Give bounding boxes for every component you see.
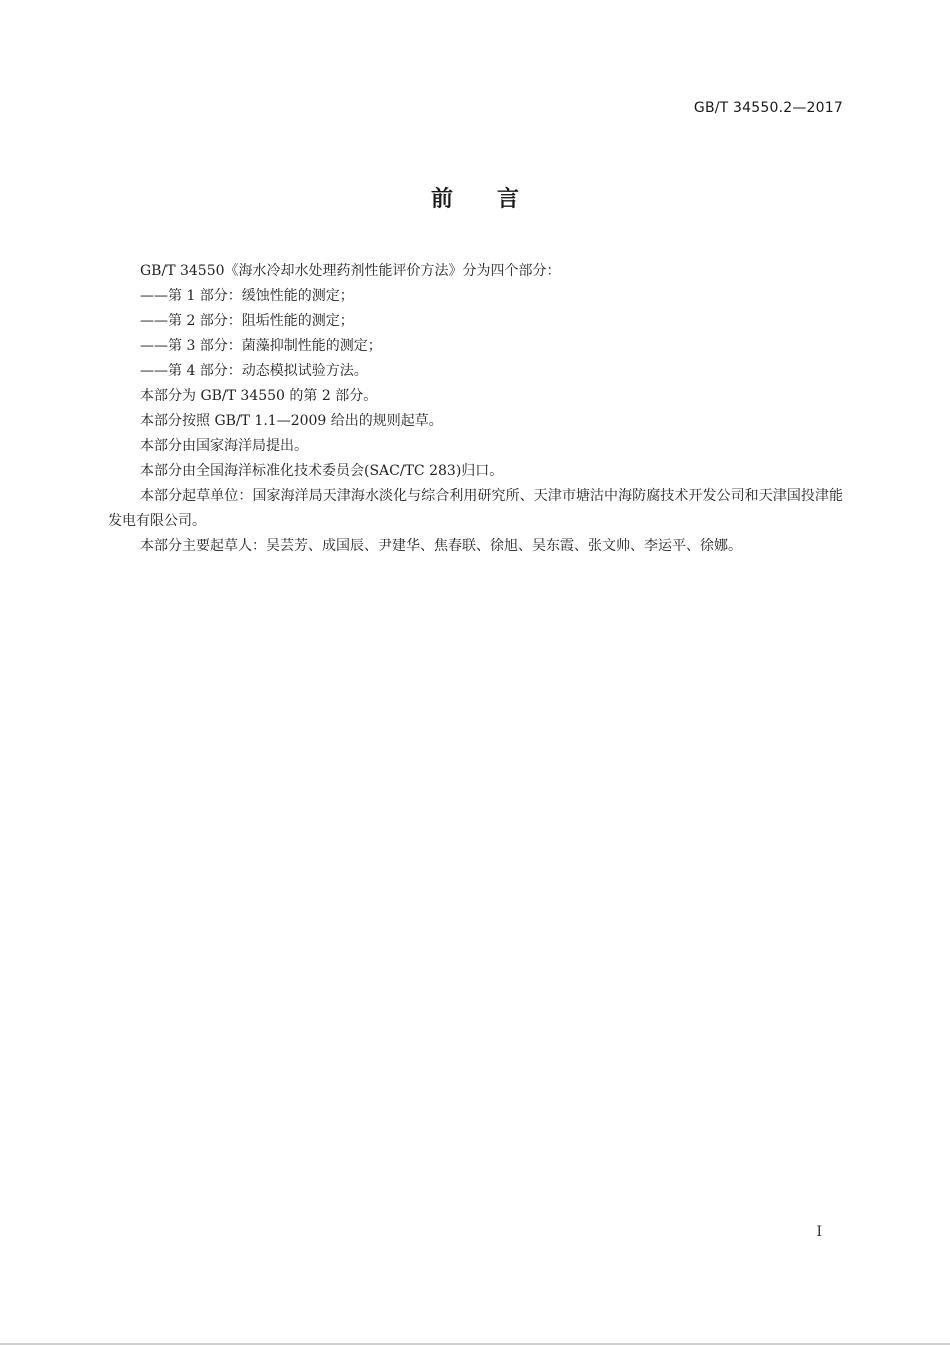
part-list-item: ——第 3 部分：菌藻抑制性能的测定； [140,338,382,354]
page-title: 前言 [430,187,563,212]
foreword-paragraph: 本部分按照 GB/T 1.1—2009 给出的规则起草。 [140,413,443,429]
foreword-paragraph: GB/T 34550《海水冷却水处理药剂性能评价方法》分为四个部分： [140,263,561,279]
part-list-item: ——第 4 部分：动态模拟试验方法。 [140,363,368,379]
drafters-paragraph: 本部分主要起草人：吴芸芳、成国辰、尹建华、焦春联、徐旭、吴东霞、张文帅、李运平、徐娜。 [140,538,742,554]
foreword-paragraph: 本部分为 GB/T 34550 的第 2 部分。 [140,388,378,404]
foreword-body [108,259,843,559]
part-list-item: ——第 2 部分：阻垢性能的测定； [140,313,354,329]
foreword-paragraph: 本部分由国家海洋局提出。 [140,438,308,454]
page-number: I [816,1224,822,1240]
standard-code: GB/T 34550.2—2017 [693,100,843,116]
drafting-units-paragraph: 本部分起草单位：国家海洋局天津海水淡化与综合利用研究所、天津市塘沽中海防腐技术开发公司和天津国投津能发电有限公司。 [108,488,843,529]
part-list-item: ——第 1 部分：缓蚀性能的测定； [140,288,354,304]
foreword-paragraph: 本部分由全国海洋标准化技术委员会(SAC/TC 283)归口。 [140,463,504,479]
